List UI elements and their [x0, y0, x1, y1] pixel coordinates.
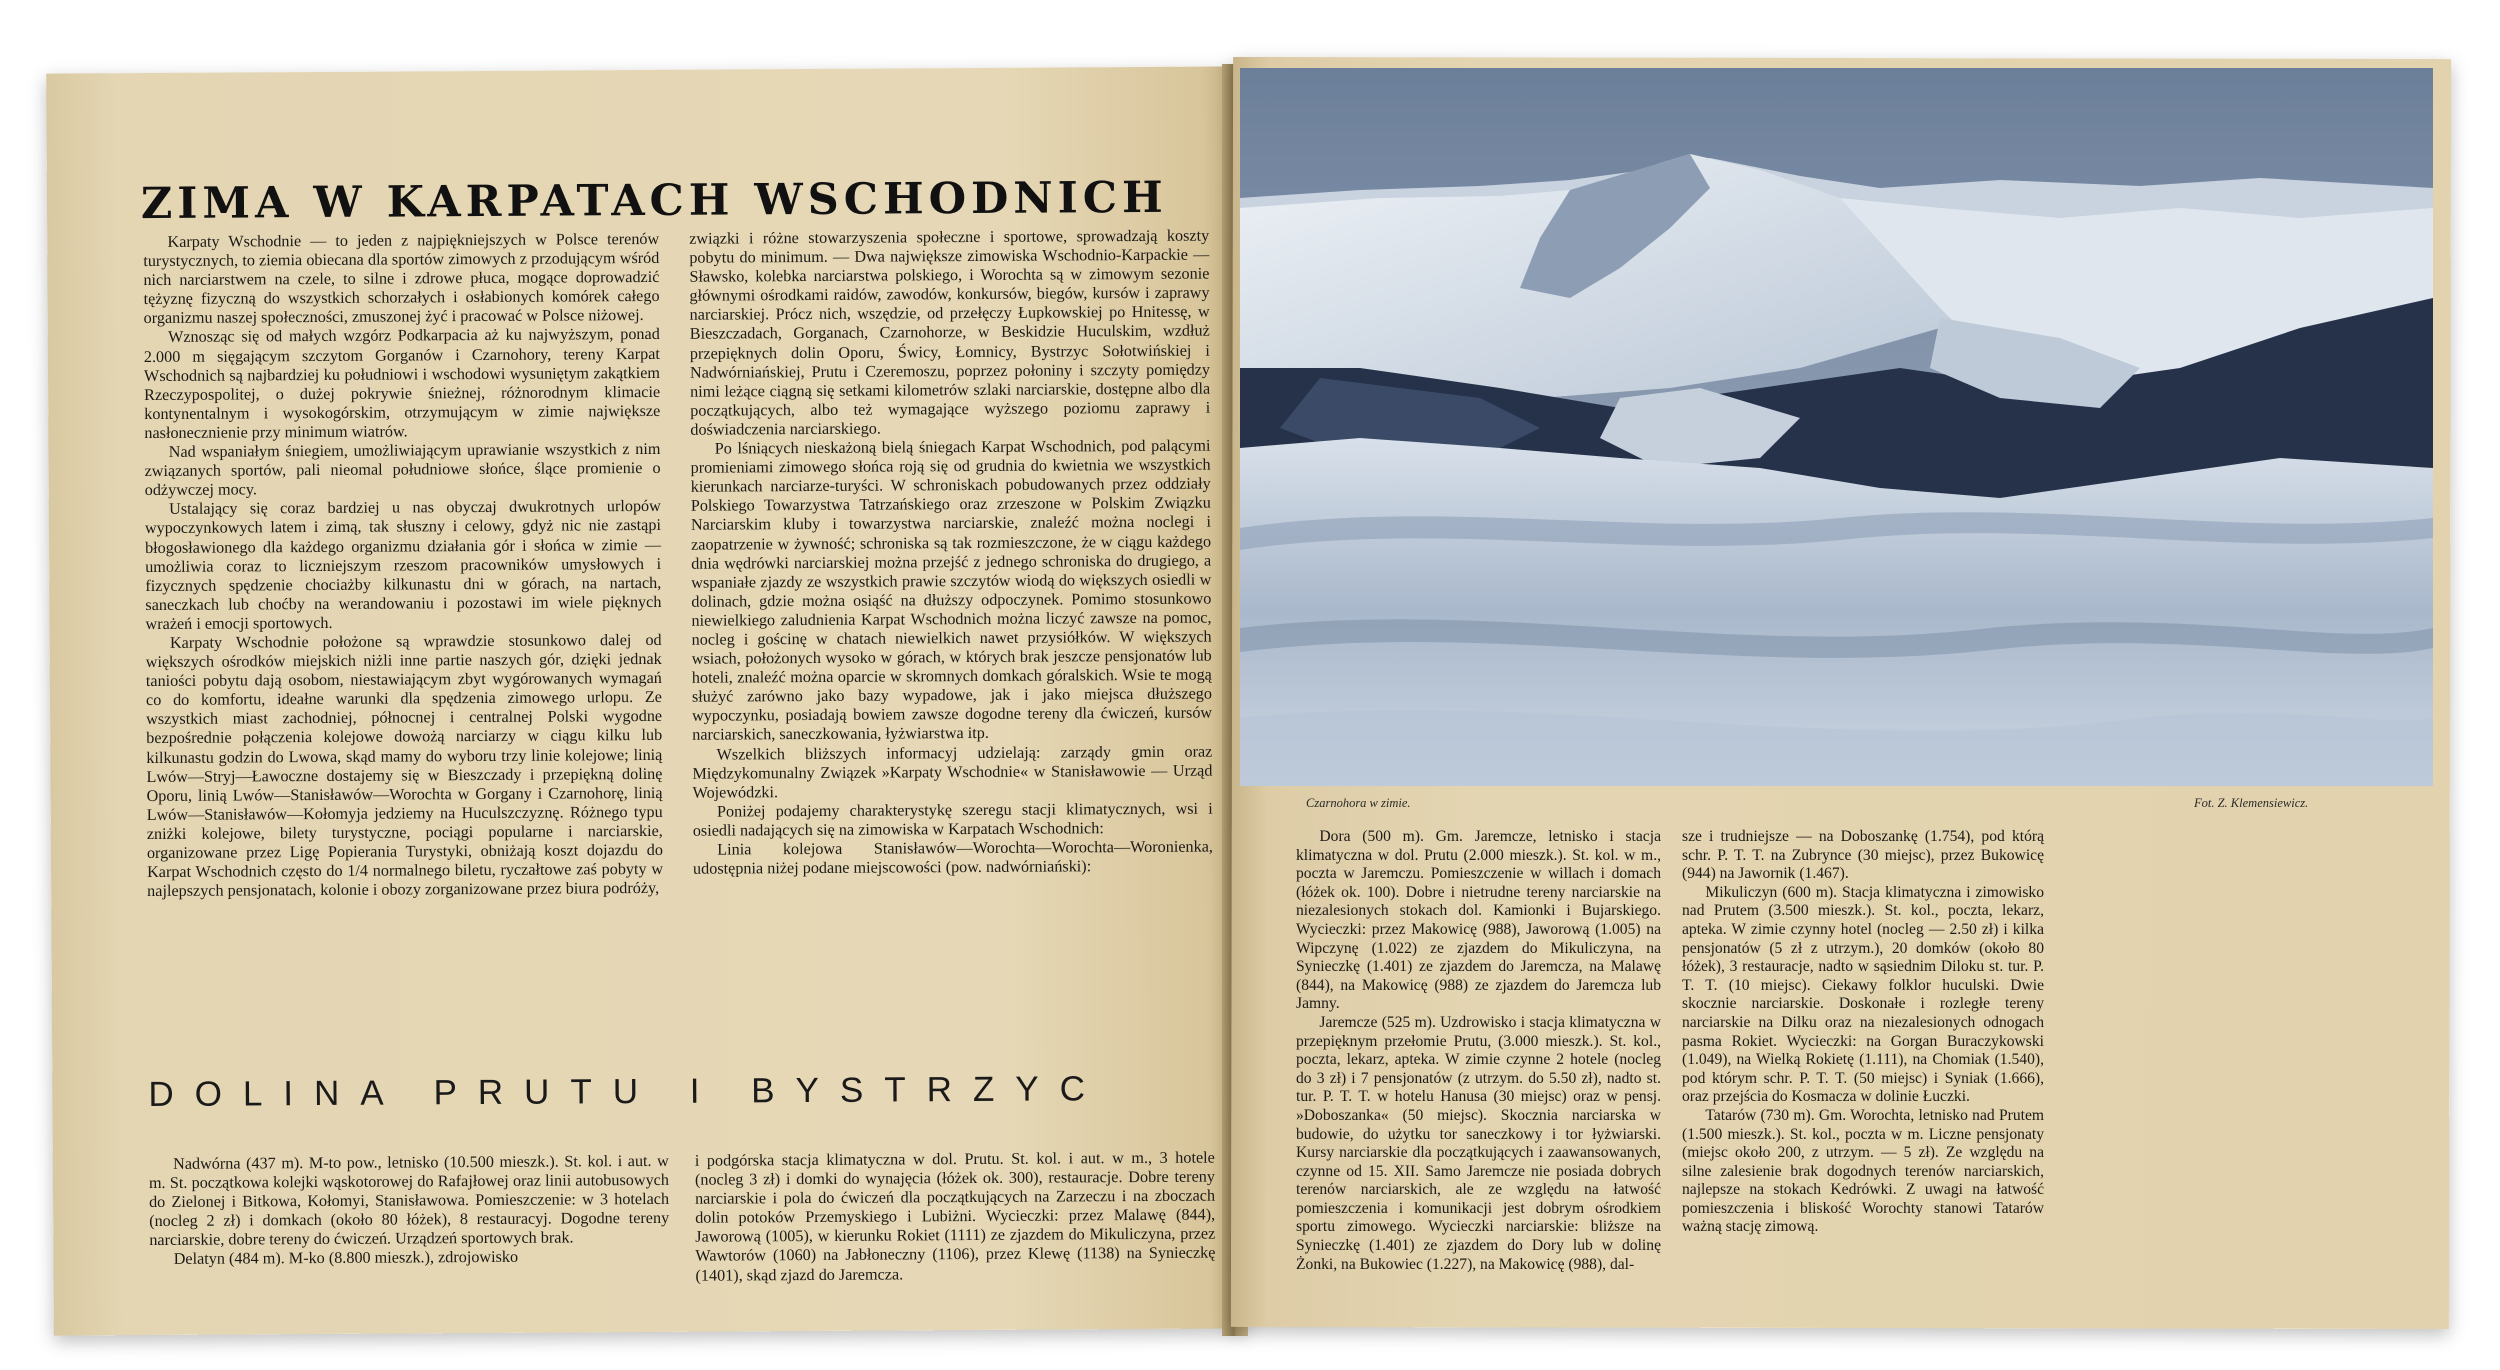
- right-column-2: [1682, 828, 2044, 1237]
- paragraph: Tatarów (730 m). Gm. Worochta, letnisko nad Prutem (1.500 mieszk.). St. kol., poczta w m. Liczne pensjonaty (miejsc około 200, z utrzym. — 5 zł). Ze względu na silne zalesienie brak dogodnych terenów narciarskich, najlepsze na stokach Kedrówki. Z uwagi na łatwość pomieszczenia i bliskość Worochty stanowi Tatarów ważną stację zimową.: [1682, 1106, 2044, 1236]
- paragraph: Karpaty Wschodnie — to jeden z najpiękniejszych w Polsce terenów turystycznych, to ziemia obiecana dla sportów zimowych z przodującym wśród nich narciarstwem na czele, to silne i zdrowe płuca, mogące doprowadzić tężyznę fizyczną do wszystkich schorzałych i osłabionych komórek całego organizmu naszej społeczności, zmuszonej żyć i pracować w Polsce niżowej.: [143, 229, 660, 328]
- mountain-photo: [1240, 68, 2433, 786]
- paragraph: związki i różne stowarzyszenia społeczne i sportowe, sprowadzają koszty pobytu do minimum. — Dwa największe zimowiska Wschodnio-Karpackie — Sławsko, kolebka narciarstwa polskiego, i Worochta są w zimowym sezonie głównymi ośrodkami raidów, zawodów, konkursów, biegów, kursów i zaprawy narciarskiej. Prócz nich, wszędzie, od przełęczy Łupkowskiej po Hnitessę, w Bieszczadach, Gorganach, Czarnohorze, w Beskidzie Huculskim, wzdłuż przepięknych dolin Oporu, Świcy, Łomnicy, Bystrzyc Sołotwińskiej i Nadwórniańskiej, Prutu i Czeremoszu, poprzez połoniny i szczyty pomiędzy nimi leżące ciągną się setkami kilometrów szlaki narciarskie, dostępne albo dla początkujących, albo też wymagające wyższego poziomu zaprawy i doświadczenia narciarskiego.: [689, 226, 1211, 439]
- mountain-photo-image: [1240, 68, 2433, 786]
- paragraph: Karpaty Wschodnie położone są wprawdzie stosunkowo dalej od większych ośrodków miejskich niżli inne partie naszych gór, dzięki jednak taniości pobytu dają osobom, niestawiającym zbyt wygórowanych wymagań co do komfortu, ideałne warunki dla spędzenia zimowego urlopu. Ze wszystkich miast zachodniej, północnej i centralnej Polski wygodne bezpośrednie połączenia kolejowe dowożą narciarzy w ciągu kilku lub kilkunastu godzin do Lwowa, skąd mamy do wyboru trzy linie kolejowe; linią Lwów—Stryj—Ławoczne dostajemy się w Bieszczady i przepiękną dolinę Oporu, linią Lwów—Stanisławów—Worochta w Gorgany i Czarnohorę, linią Lwów—Stanisławów—Kołomyja jedziemy na Huculszczyznę. Różnego typu zniżki kolejowe, bilety turystyczne, pociągi popularne i narciarskie, organizowane przez Ligę Popierania Turystyki, obniżają koszt dojazdu do Karpat Wschodnich często do 1/4 normalnego biletu, ryczałtowe zaś pobyty w najlepszych pensjonatach, kolonie i obozy zorganizowane przez biura podróży,: [145, 630, 664, 901]
- left-column-1: [143, 230, 663, 901]
- left-column-3: [149, 1152, 670, 1270]
- paragraph: Mikuliczyn (600 m). Stacja klimatyczna i zimowisko nad Prutem (3.500 mieszk.). St. kol., poczta, lekarz, apteka. W zimie czynny hotel (nocleg — 2.50 zł) i kilka pensjonatów (5 zł z utrzym.), 20 domków (około 80 łóżek), 3 restauracje, nadto w sąsiednim Dilоku st. tur. P. T. T. (10 miejsc). Ciekawy folklor huculski. Dwie skocznie narciarskie. Doskonałe i rozległe tereny narciarskie na Dilku oraz na niezalesionych odnogach pasma Rokiet. Wycieczki: na Gorgan Buraczykowski (1.049), na Wielką Rokietę (1.111), na Chomiak (1.540), pod którym schr. P. T. T. (50 miejsc) i Syniak (1.666), oraz przejścia do Kosmacza w dolinie Łuczki.: [1682, 883, 2044, 1106]
- left-page: [46, 66, 1246, 1335]
- right-column-1: [1296, 828, 1661, 1274]
- paragraph: Wznosząc się od małych wzgórz Podkarpacia aż ku najwyższym, ponad 2.000 m sięgającym szczytom Gorganów i Czarnohory, tereny Karpat Wschodnich są najbardziej ku południowi i wschodowi wysuniętym zakątkiem Rzeczypospolitej, o dużej pokrywie śnieżnej, różnorodnym klimacie kontynentalnym i wysokogórskim, otrzymującym w zimie największe nasłonecznienie przy minimum wiatrów.: [143, 325, 661, 442]
- paragraph: Jaremcze (525 m). Uzdrowisko i stacja klimatyczna w przepięknym przełomie Prutu, (3.000 mieszk.). St. kol., poczta, lekarz, apteka. W zimie czynne 2 hotele (nocleg do 3 zł) i 7 pensjonatów (z utrzym. do 5.50 zł), nadto st. tur. P. T. T. w hotelu Hanusa (30 miejsc) oraz w pensj. »Doboszanka« (50 miejsc). Skocznia narciarska w budowie, do użytku tor saneczkowy i tor łyżwiarski. Kursy narciarskie dla początkujących i zaawansowanych, czynne od 15. XII. Samo Jaremcze nie posiada dobrych terenów narciarskich, ale ze względu na łatwość pomieszczenia i komunikacji jest dobrym ośrodkiem sportu zimowego. Wycieczki narciarskie: bliższe na Synieczkę (1.401) ze zjazdem do Dory lub w dolinę Żonki, na Bukowiec (1.227), na Makowicę (988), dal-: [1296, 1013, 1661, 1273]
- paragraph: Dora (500 m). Gm. Jaremcze, letnisko i stacja klimatyczna w dol. Prutu (2.000 mieszk.). St. kol. w m., poczta w Jaremczu. Pomieszczenie w willach i domach (łóżek ok. 100). Dobre i nietrudne tereny narciarskie na niezalesionych stokach dol. Kamionki i Bujarskiego. Wycieczki: przez Makowicę (988), Jaworową (1.005) na Wipczynę (1.022) ze zjazdem do Mikuliczyna, na Synieczkę (1.401) ze zjazdem do Jaremcza, na Malawę (844), na Makowicę (988) ze zjazdem do Jaremcza lub Jamny.: [1296, 828, 1661, 1013]
- paragraph: i podgórska stacja klimatyczna w dol. Prutu. St. kol. i aut. w m., 3 hotele (nocleg 3 zł) i domki do wynajęcia (łóżek ok. 300), restauracje. Dobre tereny narciarskie i pola do ćwiczeń dla początkujących na Zarzeczu i na zboczach dolin potoków Przemyskiego i Lubiżni. Wycieczki: przez Malawę (844), Jaworową (1005), w kierunku Rokiet (1111) ze zjazdem do Mikuliczyna, przez Wawtorów (1060) na Jabłoneczny (1106), przez Klewę (1138) na Synieczkę (1401), skąd zjazd do Jaremcza.: [694, 1148, 1216, 1285]
- paragraph: Delatyn (484 m). M-ko (8.800 mieszk.), zdrojowisko: [173, 1248, 519, 1269]
- left-column-2: [689, 227, 1213, 879]
- paragraph: Wszelkich bliższych informacyj udzielają: zarządy gmin oraz Międzykomunalny Związek »Karpaty Wschodnie« w Stanisławowie — Urząd Wojewódzki.: [692, 742, 1213, 802]
- left-column-4: [695, 1149, 1216, 1286]
- paragraph: sze i trudniejsze — na Doboszankę (1.754), pod którą schr. P. T. T. na Zubrynce (30 miejsc), przez Bukowicę (944) na Jawornik (1.467).: [1682, 828, 2044, 883]
- paragraph: Nadwórna (437 m). M-to pow., letnisko (10.500 mieszk.). St. kol. i aut. w m. St. początkowa kolejki wąskotorowej do Rafajłowej oraz linii autobusowych do Zielonej i Bitkowa, Kołomyi, Stanisławowa. Pomieszczenie: w 3 hotelach (nocleg 2 zł) i domkach (około 80 łóżek), 8 restauracyj. Dogodne tereny narciarskie, dobre tereny do ćwiczeń. Urządzeń sportowych brak.: [148, 1151, 670, 1250]
- photo-caption: Czarnohora w zimie.: [1306, 796, 1411, 810]
- photo-credit: Fot. Z. Klemensiewicz.: [2194, 796, 2309, 810]
- paragraph: Nad wspaniałym śniegiem, umożliwiającym uprawianie wszystkich z nim związanych sportów, pali nieomal południowe słońce, ślące promienie o odżywczej mocy.: [144, 439, 661, 500]
- paragraph: Poniżej podajemy charakterystykę szeregu stacji klimatycznych, wsi i osiedli nadających się na zimowiska w Karpatach Wschodnich:: [692, 799, 1213, 840]
- paragraph: Po lśniących nieskażoną bielą śniegach Karpat Wschodnich, pod palącymi promieniami zimowego słońca roją się od grudnia do kwietnia we wszystkich kierunkach narciarze-turyści. W schroniskach pobudowanych przez oddziały Polskiego Towarzystwa Tatrzańskiego oraz zrzeszone w Polskim Związku Narciarskim kluby i towarzystwa narciarskie, znaleźć można noclegi i zaopatrzenie w żywność; schroniska są tak rozmieszczone, że w ciągu każdego dnia wędrówki narciarskiej można przejść z jednego schroniska do drugiego, a wspaniałe zjazdy ze wszystkich prawie szczytów wiodą do większych osiedli w dolinach, gdzie można osiąść na dłuższy odpoczynek. Pomimo stosunkowo niewielkiego zaludnienia Karpat Wschodnich można liczyć zawsze na pomoc, nocleg i gościnę w chatach niewielkich nawet przysiółków. W większych wsiach, położonych wysoko w górach, w których brak jeszcze pensjonatów lub hoteli, znaleźć można oparcie w skromnych domkach góralskich. Wsie te mogą służyć zarówno jako bazy wypadowe, jak i jako miejsca dłuższego wypoczynku, posiadają bowiem zawsze dogodne tereny dla ćwiczeń, kursów narciarskich, saneczkowania, łyżwiarstwa itp.: [690, 436, 1213, 745]
- paragraph: Ustalający się coraz bardziej u nas obyczaj dwukrotnych urlopów wypoczynkowych latem i zimą, tak słuszny i celowy, gdyż nic nie zastąpi błogosławionego dla każdego organizmu działania gór i słońca w zimie — umożliwia coraz to liczniejszym rzeszom pracowników umysłowych i fizycznych spędzenie chociażby kilkunastu dni w górach, na nartach, saneczkach lub choćby na werandowaniu i pozostawi im wiele pięknych wrażeń i emocji sportowych.: [144, 497, 662, 633]
- section-heading: DOLINA PRUTU I BYSTRZYC: [148, 1069, 1107, 1115]
- article-title: ZIMA W KARPATACH WSCHODNICH: [140, 172, 1168, 230]
- paragraph: Linia kolejowa Stanisławów—Worochta—Worochta—Woronienka, udostępnia niżej podane miejscowości (pow. nadwórniański):: [692, 837, 1213, 878]
